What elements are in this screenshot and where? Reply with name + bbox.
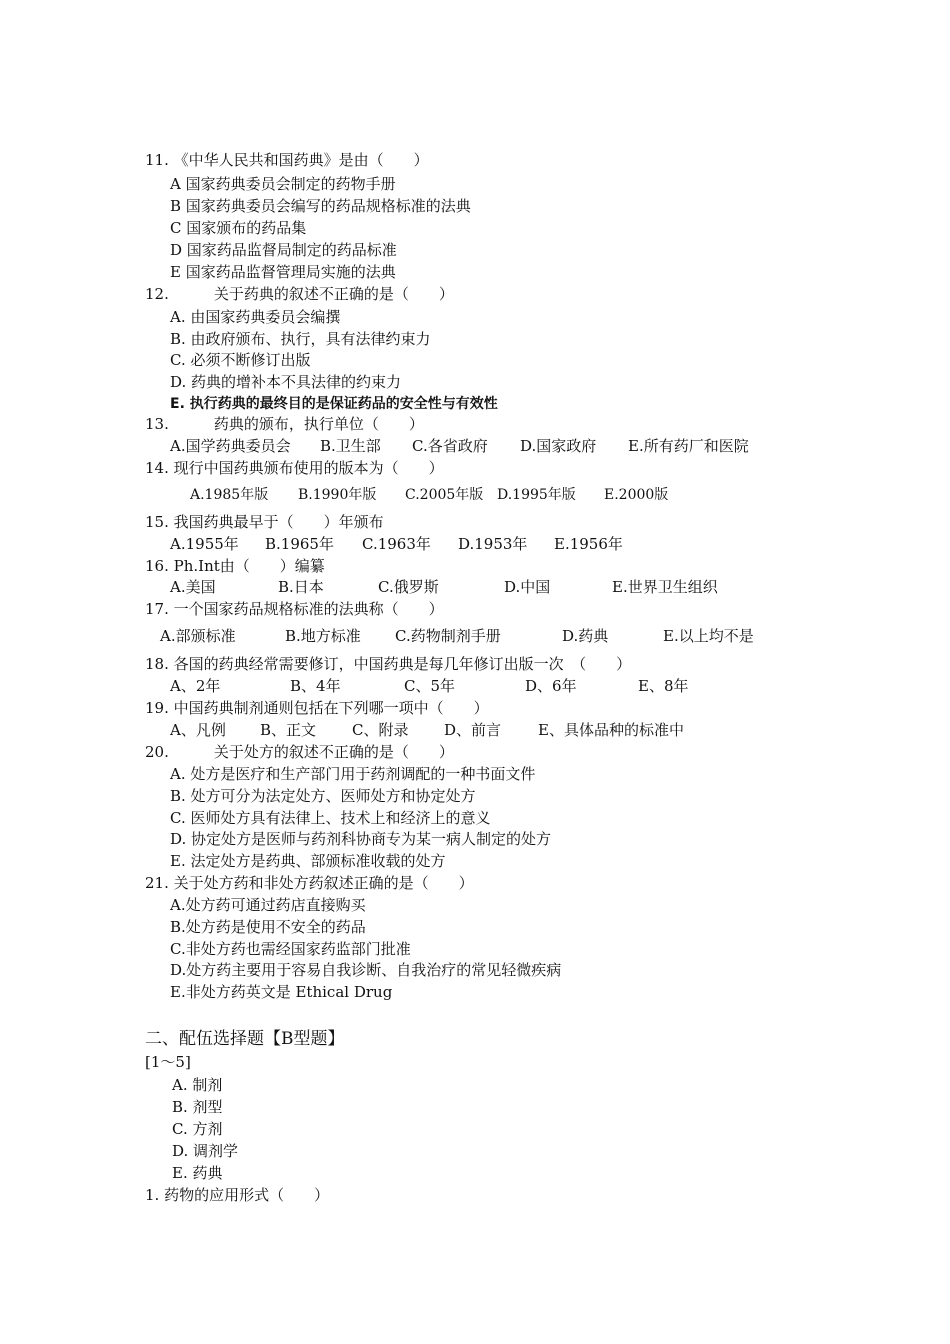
q18-stem: 18. 各国的药典经常需要修订，中国药典是每几年修订出版一次 （ ） (145, 655, 632, 673)
q11-option-b: B 国家药典委员会编写的药品规格标准的法典 (170, 197, 471, 215)
section2-heading: 二、配伍选择题【B型题】 (145, 1029, 345, 1049)
q12-option-a: A. 由国家药典委员会编撰 (170, 308, 341, 326)
section2-range: [1～5] (145, 1053, 191, 1071)
q15-option-e: E.1956年 (554, 535, 623, 553)
section2-option-a: A. 制剂 (172, 1076, 223, 1094)
q11-option-c: C 国家颁布的药品集 (170, 219, 307, 237)
section2-option-d: D. 调剂学 (172, 1142, 239, 1160)
q11-option-a: A 国家药典委员会制定的药物手册 (170, 175, 396, 193)
q14-options-row (0, 485, 950, 505)
q15-options-row (0, 534, 950, 554)
q15-option-c: C.1963年 (362, 535, 431, 553)
q11-option-d: D 国家药品监督局制定的药品标准 (170, 241, 397, 259)
q19-option-c: C、附录 (352, 721, 409, 739)
section2-option-c: C. 方剂 (172, 1120, 223, 1138)
q21-stem: 21. 关于处方药和非处方药叙述正确的是（ ） (145, 874, 474, 892)
q14-option-a: A.1985年版 (190, 487, 269, 503)
q18-option-a: A、2年 (170, 677, 221, 695)
q20-stem: 20. 关于处方的叙述不正确的是（ ） (145, 743, 454, 761)
q19-option-a: A、凡例 (170, 721, 226, 739)
q14-option-d: D.1995年版 (497, 487, 576, 503)
section2-option-b: B. 剂型 (172, 1098, 223, 1116)
q12-option-b: B. 由政府颁布、执行，具有法律约束力 (170, 330, 431, 348)
q18-option-e: E、8年 (638, 677, 689, 695)
q12-option-d: D. 药典的增补本不具法律的约束力 (170, 373, 402, 391)
q19-options-row (0, 720, 950, 740)
q17-option-d: D.药典 (562, 627, 609, 645)
q16-stem: 16. Ph.Int由（ ）编纂 (145, 557, 325, 575)
q16-option-a: A.美国 (170, 578, 216, 596)
q16-option-e: E.世界卫生组织 (612, 578, 718, 596)
q16-option-c: C.俄罗斯 (378, 578, 439, 596)
q15-option-d: D.1953年 (458, 535, 528, 553)
q13-option-d: D.国家政府 (520, 437, 597, 455)
section2-q1-stem: 1. 药物的应用形式（ ） (145, 1186, 330, 1204)
q18-option-c: C、5年 (404, 677, 456, 695)
q18-option-b: B、4年 (290, 677, 341, 695)
q14-option-b: B.1990年版 (298, 487, 377, 503)
q20-option-c: C. 医师处方具有法律上、技术上和经济上的意义 (170, 809, 491, 827)
q13-option-a: A.国学药典委员会 (170, 437, 291, 455)
q21-option-c: C.非处方药也需经国家药监部门批准 (170, 940, 411, 958)
q18-options-row (0, 676, 950, 696)
q20-option-e: E. 法定处方是药典、部颁标准收载的处方 (170, 852, 446, 870)
q17-options-row (0, 626, 950, 646)
q21-option-a: A.处方药可通过药店直接购买 (170, 896, 366, 914)
q11-stem: 11. 《中华人民共和国药典》是由（ ） (145, 151, 429, 169)
section2-option-e: E. 药典 (172, 1164, 223, 1182)
q18-option-d: D、6年 (525, 677, 577, 695)
q21-option-b: B.处方药是使用不安全的药品 (170, 918, 366, 936)
q15-option-a: A.1955年 (170, 535, 239, 553)
q14-option-e: E.2000版 (604, 487, 669, 503)
q13-stem: 13. 药典的颁布，执行单位（ ） (145, 415, 424, 433)
q14-option-c: C.2005年版 (405, 487, 484, 503)
q13-option-c: C.各省政府 (412, 437, 488, 455)
q16-options-row (0, 577, 950, 597)
q15-stem: 15. 我国药典最早于（ ）年颁布 (145, 513, 384, 531)
q21-option-e: E.非处方药英文是 Ethical Drug (170, 983, 393, 1001)
q14-stem: 14. 现行中国药典颁布使用的版本为（ ） (145, 459, 444, 477)
q12-option-c: C. 必须不断修订出版 (170, 351, 311, 369)
q13-option-b: B.卫生部 (320, 437, 381, 455)
q12-stem: 12. 关于药典的叙述不正确的是（ ） (145, 285, 454, 303)
q17-option-c: C.药物制剂手册 (395, 627, 501, 645)
q20-option-b: B. 处方可分为法定处方、医师处方和协定处方 (170, 787, 476, 805)
q20-option-d: D. 协定处方是医师与药剂科协商专为某一病人制定的处方 (170, 830, 552, 848)
q20-option-a: A. 处方是医疗和生产部门用于药剂调配的一种书面文件 (170, 765, 536, 783)
q12-option-e: E. 执行药典的最终目的是保证药品的安全性与有效性 (170, 396, 498, 412)
q15-option-b: B.1965年 (265, 535, 334, 553)
q17-option-a: A.部颁标准 (160, 627, 236, 645)
q17-option-b: B.地方标准 (285, 627, 361, 645)
q17-option-e: E.以上均不是 (663, 627, 754, 645)
q13-option-e: E.所有药厂和医院 (628, 437, 749, 455)
q21-option-d: D.处方药主要用于容易自我诊断、自我治疗的常见轻微疾病 (170, 961, 562, 979)
q19-option-d: D、前言 (444, 721, 502, 739)
q19-stem: 19. 中国药典制剂通则包括在下列哪一项中（ ） (145, 699, 489, 717)
q13-options-row (0, 436, 950, 456)
q19-option-e: E、具体品种的标准中 (538, 721, 684, 739)
q16-option-b: B.日本 (278, 578, 324, 596)
q11-option-e: E 国家药品监督管理局实施的法典 (170, 263, 396, 281)
q17-stem: 17. 一个国家药品规格标准的法典称（ ） (145, 600, 444, 618)
q16-option-d: D.中国 (504, 578, 551, 596)
q19-option-b: B、正文 (260, 721, 317, 739)
